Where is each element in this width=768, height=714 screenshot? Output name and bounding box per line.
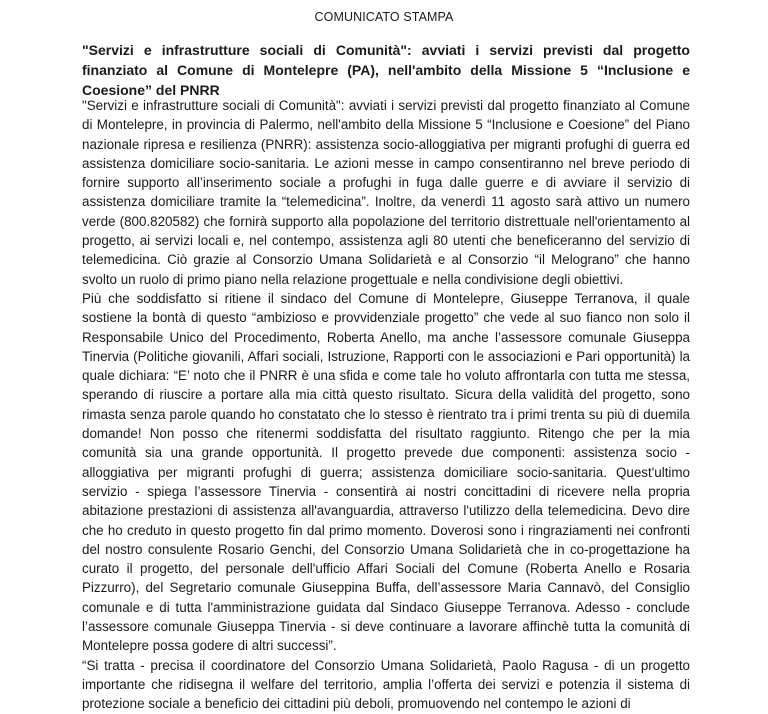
paragraph-coordinator-statement: “Si tratta - precisa il coordinatore del Consorzio Umana Solidarietà, Paolo Ragusa - di un progetto importante che ridisegna il welfare del territorio, amplia l’offerta dei servizi e potenzia il sistema di protezione sociale a beneficio dei cittadini più deboli, promuovendo nel contempo le azioni di xyxy=(82,657,690,712)
headline: "Servizi e infrastrutture sociali di Comunità": avviati i servizi previsti dal progetto finanziato al Comune di Montelepre (PA), nell'ambito della Missione 5 “Inclusione e Coesione” del PNRR xyxy=(82,42,690,98)
document-label: COMUNICATO STAMPA xyxy=(314,10,454,24)
body-text xyxy=(82,96,690,714)
paragraph-intro: "Servizi e infrastrutture sociali di Comunità": avviati i servizi previsti dal progetto finanziato al Comune di Montelepre, in provincia di Palermo, nell'ambito della Missione 5 “Inclusione e Coesione” del Piano nazionale ripresa e resilienza (PNRR): assistenza socio-alloggiativa per migranti profughi di guerra ed assistenza domiciliare socio-sanitaria. Le azioni messe in campo consentiranno nel breve periodo di fornire supporto all’inserimento sociale a profughi in fuga dalle guerre e di avviare il servizio di assistenza domiciliare tramite la “telemedicina”. Inoltre, da venerdì 11 agosto sarà attivo un numero verde (800.820582) che fornirà supporto alla popolazione del territorio distrettuale nell'orientamento al progetto, ai servizi locali e, nel contempo, assistenza agli 80 utenti che beneficeranno del servizio di telemedicina. Ciò grazie al Consorzio Umana Solidarietà e al Consorzio “il Melograno” che hanno svolto un ruolo di primo piano nella relazione progettuale e nella condivisione degli obiettivi. xyxy=(82,98,690,287)
paragraph-mayor-statement: Più che soddisfatto si ritiene il sindaco del Comune di Montelepre, Giuseppe Terranova, il quale sostiene la bontà di questo “ambizioso e provvidenziale progetto” che vede al suo fianco non solo il Responsabile Unico del Procedimento, Roberta Anello, ma anche l’assessore comunale Giuseppa Tinervia (Politiche giovanili, Affari sociali, Istruzione, Rapporti con le associazioni e Pari opportunità) la quale dichiara: “E’ noto che il PNRR è una sfida e come tale ho voluto affrontarla con tutta me stessa, sperando di riuscire a portare alla mia città questo risultato. Sicura della validità del progetto, sono rimasta senza parole quando ho constatato che lo stesso è rientrato tra i primi trenta su più di duemila domande! Non posso che ritenermi soddisfatta del risultato raggiunto. Ritengo che per la mia comunità sia una grande opportunità. Il progetto prevede due componenti: assistenza socio -alloggiativa per migranti profughi di guerra; assistenza domiciliare socio-sanitaria. Quest'ultimo servizio - spiega l’assessore Tinervia - consentirà ai nostri concittadini di ricevere nella propria abitazione prestazioni di assistenza all'avanguardia, attraverso l'utilizzo della telemedicina. Devo dire che ho creduto in questo progetto fin dal primo momento. Doverosi sono i ringraziamenti nei confronti del nostro consulente Rosario Genchi, del Consorzio Umana Solidarietà che in co-progettazione ha curato il progetto, del personale dell'ufficio Affari Sociali del Comune (Roberta Anello e Rosaria Pizzurro), del Segretario comunale Giuseppina Buffa, dell’assessore Maria Cannavò, del Consiglio comunale e di tutta l'amministrazione guidata dal Sindaco Giuseppe Terranova. Adesso - conclude l’assessore comunale Giuseppa Tinervia - si deve continuare a lavorare affinchè tutta la comunità di Montelepre possa godere di altri successi”. xyxy=(82,290,690,654)
